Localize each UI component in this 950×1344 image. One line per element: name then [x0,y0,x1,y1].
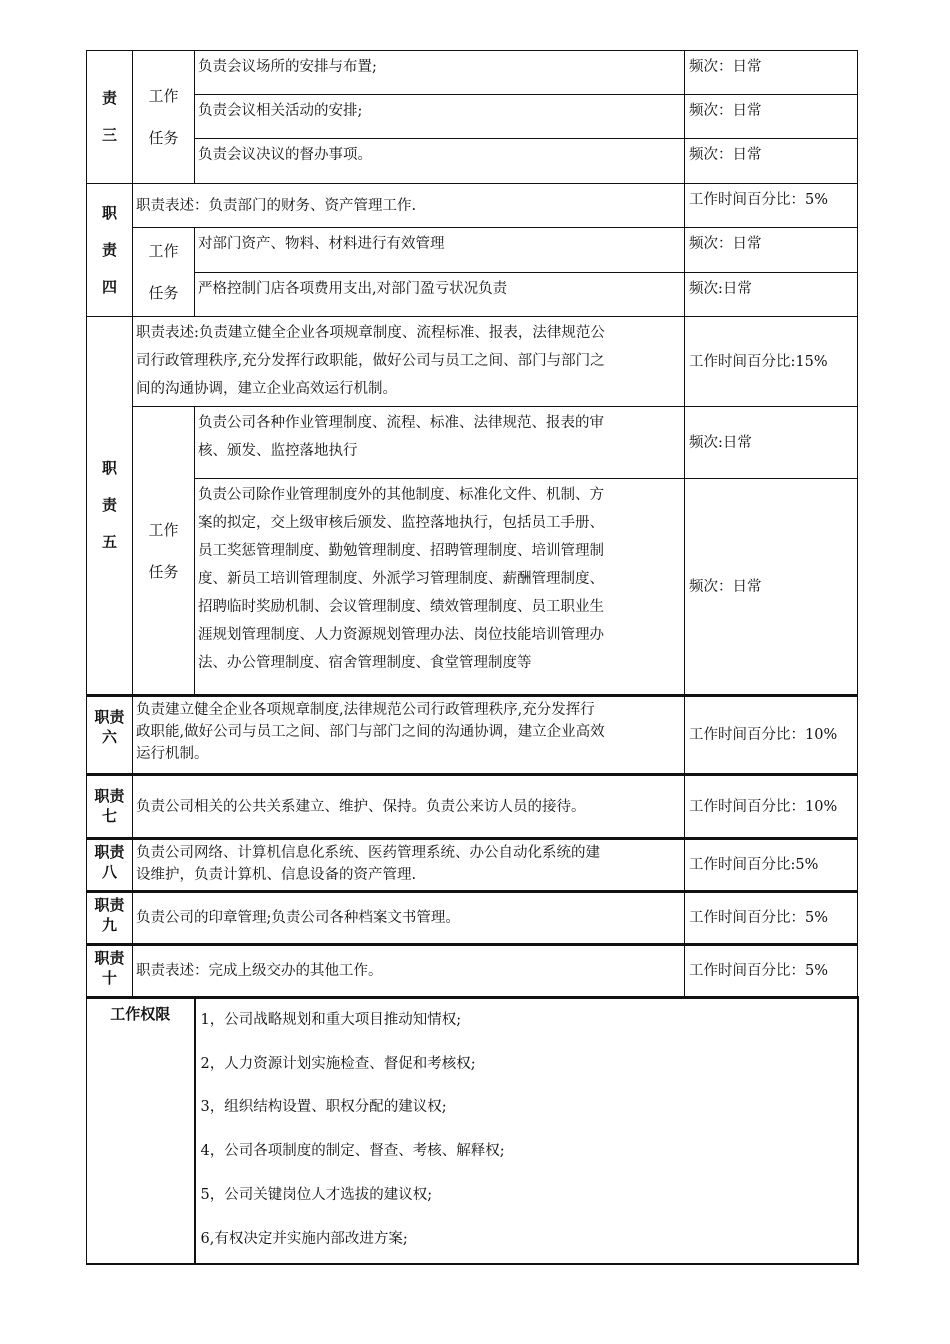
duty-5-task-1: 负责公司各种作业管理制度、流程、标准、法律规范、报表的审 核、颁发、监控落地执行 [195,407,685,479]
duty-3-task-label: 工作 任务 [133,51,195,184]
duty-10-row [87,945,858,998]
duty-10-label: 职责 十 [87,945,133,998]
duty-9-row [87,892,858,945]
duty-5-row-3 [87,479,858,696]
duty-5-description: 职责表述:负责建立健全企业各项规章制度、流程标准、报表，法律规范公 司行政管理秩序,充分发挥行政职能，做好公司与员工之间、部门与部门之 间的沟通协调，建立企业高效运行机制。 [133,317,685,407]
duty-3-task-2-frequency: 频次：日常 [685,95,858,139]
duty-3-row-1 [87,51,858,95]
duty-7-description: 负责公司相关的公共关系建立、维护、保持。负责公来访人员的接待。 [133,775,685,839]
duty-7-row [87,775,858,839]
duty-9-label: 职责 九 [87,892,133,945]
authority-row [87,998,858,1265]
responsibilities-table [86,50,859,1265]
duty-9-time-percentage: 工作时间百分比：5% [685,892,858,945]
duty-3-task-3: 负责会议决议的督办事项。 [195,139,685,184]
duty-6-description: 负责建立健全企业各项规章制度,法律规范公司行政管理秩序,充分发挥行 政职能,做好公司与员工之间、部门与部门之间的沟通协调，建立企业高效 运行机制。 [133,696,685,775]
duty-5-task-2-frequency: 频次：日常 [685,479,858,696]
authority-item: 3，组织结构设置、职权分配的建议权; [200,1099,447,1116]
duty-8-time-percentage: 工作时间百分比:5% [685,839,858,892]
duty-8-label: 职责 八 [87,839,133,892]
duty-4-time-percentage: 工作时间百分比：5% [685,184,858,228]
duty-8-description: 负责公司网络、计算机信息化系统、医药管理系统、办公自动化系统的建 设维护，负责计算机、信息设备的资产管理. [133,839,685,892]
duty-5-time-percentage: 工作时间百分比:15% [685,317,858,407]
authority-item: 4，公司各项制度的制定、督查、考核、解释权; [200,1143,505,1160]
duty-4-row-2 [87,228,858,273]
duty-3-task-2: 负责会议相关活动的安排; [195,95,685,139]
duty-3-row-3 [87,139,858,184]
duty-5-task-2: 负责公司除作业管理制度外的其他制度、标准化文件、机制、方 案的拟定，交上级审核后颁发、监控落地执行，包括员工手册、 员工奖惩管理制度、勤勉管理制度、招聘管理制度、培训管理制 度、新员工培训管理制度、外派学习管理制度、薪酬管理制度、 招聘临时奖励机制、会议管理制度、绩效管理制度、员工职业生 涯规划管理制度、人力资源规划管理办法、岗位技能培训管理办 法、办公管理制度、宿舍管理制度、食堂管理制度等 [195,479,685,696]
duty-4-task-1: 对部门资产、物料、材料进行有效管理 [195,228,685,273]
duty-4-task-label: 工作 任务 [133,228,195,317]
duty-9-description: 负责公司的印章管理;负责公司各种档案文书管理。 [133,892,685,945]
duty-7-label: 职责 七 [87,775,133,839]
duty-4-row-3 [87,272,858,317]
duty-5-task-label: 工作 任务 [133,407,195,696]
duty-6-time-percentage: 工作时间百分比：10% [685,696,858,775]
duty-5-label: 职 责 五 [87,317,133,696]
duty-4-description: 职责表述：负责部门的财务、资产管理工作. [133,184,685,228]
duty-10-time-percentage: 工作时间百分比：5% [685,945,858,998]
duty-10-description: 职责表述：完成上级交办的其他工作。 [133,945,685,998]
duty-4-task-1-frequency: 频次：日常 [685,228,858,273]
duty-6-label: 职责 六 [87,696,133,775]
authority-item: 6,有权决定并实施内部改进方案; [200,1230,408,1247]
duty-8-row [87,839,858,892]
duty-3-task-3-frequency: 频次：日常 [685,139,858,184]
authority-label: 工作权限 [87,998,195,1265]
duty-5-row-1 [87,317,858,407]
duty-3-label: 责 三 [87,51,133,184]
duty-5-task-1-frequency: 频次:日常 [685,407,858,479]
duty-4-task-2: 严格控制门店各项费用支出,对部门盈亏状况负责 [195,272,685,317]
duty-4-task-2-frequency: 频次:日常 [685,272,858,317]
duty-6-row [87,696,858,775]
duty-4-row-1 [87,184,858,228]
duty-7-time-percentage: 工作时间百分比：10% [685,775,858,839]
duty-3-row-2 [87,95,858,139]
duty-3-task-1-frequency: 频次：日常 [685,51,858,95]
authority-item: 5，公司关键岗位人才选拔的建议权; [200,1186,433,1203]
duty-3-task-1: 负责会议场所的安排与布置; [195,51,685,95]
duty-5-row-2 [87,407,858,479]
authority-list [195,998,858,1265]
authority-item: 2，人力资源计划实施检查、督促和考核权; [200,1055,476,1072]
job-description-document [86,50,857,1265]
authority-item: 1，公司战略规划和重大项目推动知情权; [200,1012,462,1028]
duty-4-label: 职 责 四 [87,184,133,317]
